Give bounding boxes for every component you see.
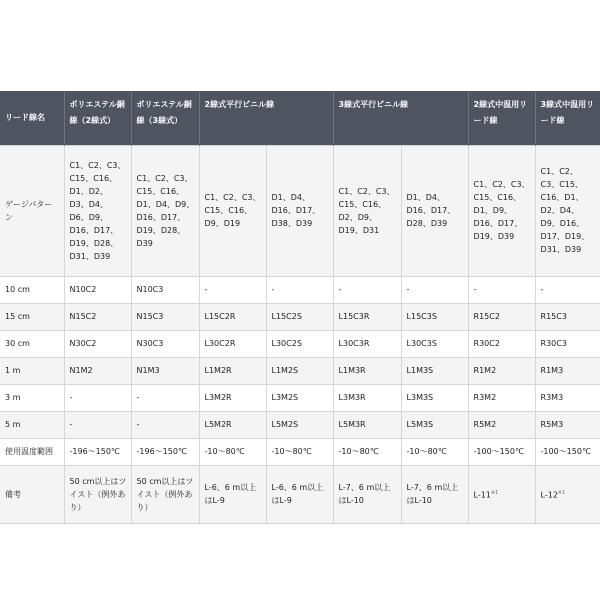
table-cell: R3M3 [535, 384, 600, 411]
table-cell: - [199, 276, 266, 303]
gauge-pattern-row [0, 145, 600, 276]
table-cell: - [64, 384, 131, 411]
notes-midtemp3-text: L-12 [540, 490, 558, 500]
header-vinyl-2wire: 2線式平行ビニル線 [199, 91, 333, 145]
table-cell: L1M2S [266, 357, 333, 384]
header-midtemp-2wire: 2線式中温用リード線 [468, 91, 535, 145]
notes-vinyl3-r: L-7、6 m以上はL-10 [333, 465, 401, 523]
table-row [0, 357, 600, 384]
table-cell: R15C2 [468, 303, 535, 330]
table-cell: - [468, 276, 535, 303]
table-cell: L30C3R [333, 330, 401, 357]
table-cell: L5M2R [199, 411, 266, 438]
table-row [0, 276, 600, 303]
footnote-mark: ※1 [490, 489, 499, 496]
table-cell: N10C3 [131, 276, 199, 303]
table-cell: L15C2S [266, 303, 333, 330]
table-cell: L3M2R [199, 384, 266, 411]
table-cell: L30C3S [401, 330, 468, 357]
header-row [0, 91, 600, 145]
row-label: 5 m [0, 411, 64, 438]
header-midtemp-3wire: 3線式中温用リード線 [535, 91, 600, 145]
table-cell: L5M3R [333, 411, 401, 438]
table-cell: -100～150℃ [468, 438, 535, 465]
table-cell: N30C3 [131, 330, 199, 357]
gauge-poly3: C1、C2、C3、C15、C16、D1、D4、D9、D16、D17、D19、D28、D39 [131, 145, 199, 276]
gauge-vinyl2-r: C1、C2、C3、C15、C16、D9、D19 [199, 145, 266, 276]
table-cell: N30C2 [64, 330, 131, 357]
header-lead-name: リード線名 [0, 91, 64, 145]
gauge-midtemp3: C1、C2、C3、C15、C16、D1、D2、D4、D9、D16、D17、D19、D31、D39 [535, 145, 600, 276]
table-cell: N15C2 [64, 303, 131, 330]
table-cell: L1M3S [401, 357, 468, 384]
table-cell: R1M2 [468, 357, 535, 384]
table-cell: L15C3R [333, 303, 401, 330]
table-cell: - [535, 276, 600, 303]
row-label: 1 m [0, 357, 64, 384]
footnote-mark: ※1 [557, 489, 566, 496]
table-cell: L5M2S [266, 411, 333, 438]
gauge-vinyl2-s: D1、D4、D16、D17、D38、D39 [266, 145, 333, 276]
header-polyester-2wire: ポリエステル銅線（2線式） [64, 91, 131, 145]
table-cell: L30C2R [199, 330, 266, 357]
table-cell: - [333, 276, 401, 303]
gauge-vinyl3-r: C1、C2、C3、C15、C16、D2、D9、D19、D31 [333, 145, 401, 276]
table-cell: - [131, 411, 199, 438]
table-cell: - [131, 384, 199, 411]
header-polyester-3wire: ポリエステル銅線（3線式） [131, 91, 199, 145]
table-cell: R5M2 [468, 411, 535, 438]
table-cell: R3M2 [468, 384, 535, 411]
table-row [0, 384, 600, 411]
table-cell: L3M3S [401, 384, 468, 411]
table-cell: L3M3R [333, 384, 401, 411]
table-cell: R15C3 [535, 303, 600, 330]
row-label: 30 cm [0, 330, 64, 357]
notes-midtemp2 [468, 465, 535, 523]
notes-poly3: 50 cm以上はツイスト（例外あり） [131, 465, 199, 523]
notes-midtemp3 [535, 465, 600, 523]
row-label: 3 m [0, 384, 64, 411]
table-cell: R5M3 [535, 411, 600, 438]
table-cell: N1M2 [64, 357, 131, 384]
table-row [0, 411, 600, 438]
table-cell: L15C3S [401, 303, 468, 330]
table-cell: -10～80℃ [199, 438, 266, 465]
table-cell: L30C2S [266, 330, 333, 357]
table-cell: - [64, 411, 131, 438]
table-cell: - [401, 276, 468, 303]
table-cell: L5M3S [401, 411, 468, 438]
table-cell: N1M3 [131, 357, 199, 384]
table-cell: L1M2R [199, 357, 266, 384]
table-cell: N10C2 [64, 276, 131, 303]
notes-vinyl2-s: L-6、6 m以上はL-9 [266, 465, 333, 523]
table-cell: L3M2S [266, 384, 333, 411]
table-cell: -10～80℃ [333, 438, 401, 465]
gauge-poly2: C1、C2、C3、C15、C16、D1、D2、D3、D4、D6、D9、D16、D17、D19、D28、D31、D39 [64, 145, 131, 276]
table-cell: -10～80℃ [401, 438, 468, 465]
lead-wire-spec-table [0, 91, 600, 524]
table-row [0, 303, 600, 330]
table-cell: -196～150℃ [64, 438, 131, 465]
notes-poly2: 50 cm以上はツイスト（例外あり） [64, 465, 131, 523]
table-cell: R30C3 [535, 330, 600, 357]
table-row [0, 438, 600, 465]
table-cell: -100～150℃ [535, 438, 600, 465]
table-cell: R30C2 [468, 330, 535, 357]
table-row [0, 330, 600, 357]
notes-midtemp2-text: L-11 [473, 490, 491, 500]
header-vinyl-3wire: 3線式平行ビニル線 [333, 91, 468, 145]
table-cell: -196～150℃ [131, 438, 199, 465]
gauge-vinyl3-s: D1、D4、D16、D17、D28、D39 [401, 145, 468, 276]
notes-row [0, 465, 600, 523]
notes-vinyl3-s: L-7、6 m以上はL-10 [401, 465, 468, 523]
table-cell: L15C2R [199, 303, 266, 330]
table-cell: - [266, 276, 333, 303]
row-label: 10 cm [0, 276, 64, 303]
row-label: 15 cm [0, 303, 64, 330]
notes-vinyl2-r: L-6、6 m以上はL-9 [199, 465, 266, 523]
gauge-pattern-label: ゲージパターン [0, 145, 64, 276]
notes-label: 備考 [0, 465, 64, 523]
table-cell: L1M3R [333, 357, 401, 384]
table-cell: R1M3 [535, 357, 600, 384]
table-cell: -10～80℃ [266, 438, 333, 465]
row-label: 使用温度範囲 [0, 438, 64, 465]
gauge-midtemp2: C1、C2、C3、C15、C16、D1、D9、D16、D17、D19、D39 [468, 145, 535, 276]
table-cell: N15C3 [131, 303, 199, 330]
